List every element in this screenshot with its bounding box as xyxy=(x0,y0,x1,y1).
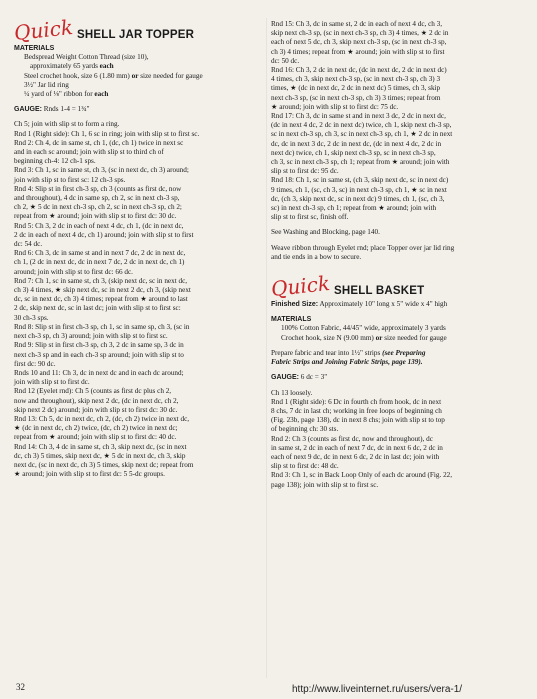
column-divider xyxy=(266,18,267,678)
pattern-line: slip st to first dc: 95 dc. xyxy=(271,167,339,176)
pattern-line: repeat from ★ around; join with slip st to first dc: 30 dc. xyxy=(14,212,177,221)
pattern-line: next ch-3 sp and in each ch-3 sp around; join with slip st to xyxy=(14,350,184,359)
pattern-line: sc) in next ch-3 sp, ch 1; repeat from ★ around; join with xyxy=(271,204,437,213)
pattern-line: ch 3) 4 times, ★ skip next dc, sc in next 2 dc, ch 3, (skip next xyxy=(14,286,191,295)
pattern-line: next dc, (sc in next dc, ch 3) 5 times, skip next dc; repeat from xyxy=(14,460,194,469)
pattern-line: Rnd 8: Slip st in first ch-3 sp, ch 1, sc in same sp, ch 3, (sc in xyxy=(14,322,190,331)
pattern-line: times, ★ (dc in next dc, 2 dc in next dc) 5 times, ch 3, skip xyxy=(271,84,441,93)
left-column xyxy=(12,14,260,479)
pattern-line: Rnd 16: Ch 3, 2 dc in next dc, (dc in next dc, 2 dc in next dc) xyxy=(271,66,447,75)
pattern-line: first dc: 90 dc. xyxy=(14,359,56,368)
pattern-line: dc: 54 dc. xyxy=(14,240,43,249)
jar-title-row xyxy=(12,14,260,46)
pattern-line: Rnd 4: Slip st in first ch-3 sp, ch 3 (counts as first dc, now xyxy=(14,184,182,193)
pattern-line: beginning ch-4: 12 ch-1 sps. xyxy=(14,157,96,166)
pattern-line: of beginning ch: 30 sts. xyxy=(271,425,339,434)
pattern-line: Rnd 3: Ch 1, sc in Back Loop Only of each dc around (Fig. 22, xyxy=(271,471,453,480)
pattern-line: in same st, 2 dc in each of next 7 dc, dc in next 6 dc, 2 dc in xyxy=(271,443,443,452)
basket-materials-heading: MATERIALS xyxy=(271,316,312,324)
jar-material-line: ¼ yard of ⅛" ribbon for each xyxy=(24,90,109,99)
pattern-line: dc, dc in next 3 dc, 2 dc in next dc, (dc in next 4 dc, 2 dc in xyxy=(271,139,442,148)
pattern-line: Rnd 13: Ch 5, dc in next dc, ch 2, (dc, ch 2) twice in next dc, xyxy=(14,414,190,423)
pattern-line: repeat from ★ around; join with slip st to first dc: 40 dc. xyxy=(14,433,177,442)
pattern-line: join with slip st to first sc: 12 ch-3 sps. xyxy=(14,175,126,184)
pattern-line: Prepare fabric and tear into 1½" strips (see Preparing xyxy=(271,348,426,357)
basket-gauge: GAUGE: 6 dc = 3" xyxy=(271,373,328,382)
jar-gauge: GAUGE: Rnds 1-4 = 1¾" xyxy=(14,105,90,114)
pattern-line: and tie ends in a bow to secure. xyxy=(271,252,362,261)
pattern-line: 8 chs, 7 dc in last ch; working in free loops of beginning ch xyxy=(271,406,442,415)
pattern-line: sc in next ch-3 sp, ch 3, sc in next ch-3 sp, ch 1, ★ 2 dc in next xyxy=(271,130,453,139)
pattern-line: skip next ch-3 sp, (sc in next ch-3 sp, ch 3) 4 times, ★ 2 dc in xyxy=(271,29,449,38)
pattern-line: (dc in next 4 dc, 2 dc in next dc) twice, ch 1, skip next ch-3 sp, xyxy=(271,121,452,130)
pattern-line: Rnd 2: Ch 4, dc in same st, ch 1, (dc, ch 1) twice in next sc xyxy=(14,138,184,147)
pattern-line: Rnds 10 and 11: Ch 3, dc in next dc and in each dc around; xyxy=(14,368,184,377)
pattern-line: Rnd 15: Ch 3, dc in same st, 2 dc in each of next 4 dc, ch 3, xyxy=(271,20,443,28)
quick-script-logo: Quick xyxy=(12,14,75,46)
basket-title-row xyxy=(269,271,525,302)
jar-material-line: Steel crochet hook, size 6 (1.80 mm) or size needed for gauge xyxy=(24,71,203,80)
pattern-line: ch 3) 4 times; repeat from ★ around; join with slip st to first xyxy=(271,47,445,56)
pattern-line: Rnd 14: Ch 3, 4 dc in same st, ch 3, skip next dc, (sc in next xyxy=(14,442,187,451)
pattern-line: Rnd 1 (Right side): 6 Dc in fourth ch from hook, dc in next xyxy=(271,397,442,406)
pattern-line: dc, sc in next dc, ch 3) 4 times; repeat from ★ around to last xyxy=(14,295,188,304)
jar-material-line: 3½" Jar lid ring xyxy=(24,80,69,89)
pattern-line: dc, ch 3) 5 times, skip next dc, ★ 5 dc in next dc, ch 3, skip xyxy=(14,451,186,460)
pattern-line: Weave ribbon through Eyelet rnd; place Topper over jar lid ring xyxy=(271,243,455,252)
pattern-line: 30 ch-3 sps. xyxy=(14,313,49,322)
right-column xyxy=(271,20,525,490)
pattern-line: Fabric Strips and Joining Fabric Strips, page 139). xyxy=(271,358,423,367)
basket-size: Finished Size: Approximately 10" long x 5" wide x 4" high xyxy=(271,300,448,309)
pattern-line: and in each sc around; join with slip st to third ch of xyxy=(14,148,164,157)
watermark-url: http://www.liveinternet.ru/users/vera-1/ xyxy=(292,684,463,695)
pattern-line: Rnd 9: Slip st in first ch-3 sp, ch 3, 2 dc in same sp, 3 dc in xyxy=(14,341,184,350)
pattern-line: page 138); join with slip st to first sc. xyxy=(271,480,379,489)
pattern-line: Rnd 2: Ch 3 (counts as first dc, now and throughout), dc xyxy=(271,434,433,443)
pattern-line: Rnd 18: Ch 1, sc in same st, (ch 3, skip next dc, sc in next dc) xyxy=(271,176,449,185)
pattern-line: 9 times, ch 1, (sc, ch 3, sc) in next ch-3 sp, ch 1, ★ sc in next xyxy=(271,185,447,194)
pattern-line: skip next 2 dc) around; join with slip st to first dc: 30 dc. xyxy=(14,405,178,414)
pattern-line: next dc) twice, ch 1, skip next ch-3 sp, sc in next ch-3 sp, xyxy=(271,148,436,157)
pattern-line: Rnd 7: Ch 1, sc in same st, ch 3, (skip next dc, sc in next dc, xyxy=(14,276,188,285)
pattern-line: Ch 13 loosely. xyxy=(271,388,313,397)
jar-materials-heading: MATERIALS xyxy=(14,45,55,52)
pattern-line: Rnd 5: Ch 3, 2 dc in each of next 4 dc, ch 1, (dc in next dc, xyxy=(14,221,184,230)
pattern-line: each of next 5 dc, ch 3, skip next ch-3 sp, (sc in next ch-3 sp, xyxy=(271,38,447,47)
pattern-line: ch 1, (2 dc in next dc, dc in next 7 dc, 2 dc in next dc, ch 1) xyxy=(14,258,185,267)
pattern-line: slip st to first sc, finish off. xyxy=(271,213,349,222)
pattern-line: dc: 50 dc. xyxy=(271,56,300,65)
pattern-line: join with slip st to first dc. xyxy=(14,378,90,387)
page-number: 32 xyxy=(16,682,25,692)
pattern-line: slip st to first dc: 48 dc. xyxy=(271,462,339,471)
pattern-line: 2 dc, skip next dc, sc in last dc; join with slip st to first sc: xyxy=(14,304,181,313)
jar-title: SHELL JAR TOPPER xyxy=(77,28,195,41)
pattern-line: ch 2, ★ 5 dc in next ch-3 sp, ch 2, sc in next ch-3 sp, ch 2; xyxy=(14,203,182,212)
pattern-line: 2 dc in each of next 4 dc, ch 1) around; join with slip st to first xyxy=(14,230,194,239)
pattern-line: ★ around; join with slip st to first dc: 5 5-dc groups. xyxy=(14,470,165,479)
pattern-line: (Fig. 23b, page 138), dc in next 8 chs; join with slip st to top xyxy=(271,416,445,425)
basket-material-line: 100% Cotton Fabric, 44/45" wide, approximately 3 yards xyxy=(281,324,446,333)
pattern-line: ★ around; join with slip st to first dc: 75 dc. xyxy=(271,102,399,111)
pattern-line: dc, (ch 3, skip next dc, sc in next dc) 9 times, ch 1, (sc, ch 3, xyxy=(271,194,445,203)
pattern-line: Ch 5; join with slip st to form a ring. xyxy=(14,120,120,129)
pattern-line: 4 times, ch 3, skip next ch-3 sp, (sc in next ch-3 sp, ch 3) 3 xyxy=(271,75,441,84)
pattern-line: around; join with slip st to first dc: 66 dc. xyxy=(14,267,133,276)
pattern-line: each of next 9 dc, dc in next 6 dc, 2 dc in last dc; join with xyxy=(271,452,440,461)
pattern-line: next ch-3 sp, ch 3) around; join with slip st to first sc. xyxy=(14,332,168,341)
pattern-line: next ch-3 sp, (sc in next ch-3 sp, ch 3) 3 times; repeat from xyxy=(271,93,441,102)
quick-script-logo: Quick xyxy=(269,271,332,302)
pattern-line: and throughout), 4 dc in same sp, ch 2, sc in next ch-3 sp, xyxy=(14,194,180,203)
pattern-line: See Washing and Blocking, page 140. xyxy=(271,228,380,237)
basket-title: SHELL BASKET xyxy=(334,284,425,297)
pattern-line: Rnd 12 (Eyelet rnd): Ch 5 (counts as first dc plus ch 2, xyxy=(14,387,172,396)
jar-material-line: approximately 65 yards each xyxy=(30,62,114,71)
pattern-line: Rnd 1 (Right side): Ch 1, 6 sc in ring; join with slip st to first sc. xyxy=(14,129,200,138)
pattern-line: now and throughout), skip next 2 dc, (dc in next dc, ch 2, xyxy=(14,396,179,405)
jar-material-line: Bedspread Weight Cotton Thread (size 10), xyxy=(24,53,149,62)
basket-material-line: Crochet hook, size N (9.00 mm) or size needed for gauge xyxy=(281,333,447,342)
pattern-line: Rnd 6: Ch 3, dc in same st and in next 7 dc, 2 dc in next dc, xyxy=(14,249,186,258)
pattern-line: Rnd 17: Ch 3, dc in same st and in next 3 dc, 2 dc in next dc, xyxy=(271,112,446,121)
pattern-line: Rnd 3: Ch 1, sc in same st, ch 3, (sc in next dc, ch 3) around; xyxy=(14,166,189,175)
pattern-line: ★ (dc in next dc, ch 2) twice, (dc, ch 2) twice in next dc; xyxy=(14,424,178,433)
pattern-line: ch 3, sc in next ch-3 sp, ch 1; repeat from ★ around; join with xyxy=(271,158,450,167)
